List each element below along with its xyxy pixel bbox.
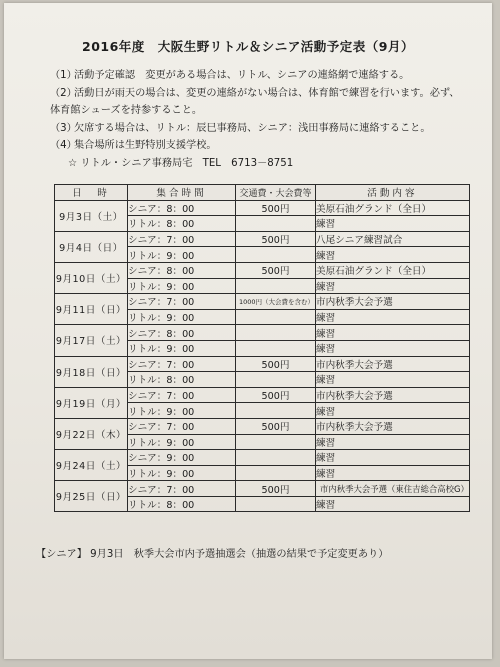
schedule-table (54, 184, 470, 512)
activity-cell: 練習 (316, 465, 470, 481)
activity-cell: 練習 (316, 450, 470, 466)
date-cell: 9月24日（土） (55, 450, 128, 481)
fee-cell (236, 216, 316, 232)
activity-cell: 市内秋季大会予選 (316, 356, 470, 372)
note-text: 活動予定確認 変更がある場合は、リトル、シニアの連絡網で連絡する。 (74, 70, 410, 81)
fee-cell: 500円 (236, 200, 316, 216)
time-cell: シニア：7：00 (128, 481, 236, 497)
time-cell: シニア：8：00 (128, 262, 236, 278)
schedule-sheet (4, 3, 492, 659)
fee-cell: 500円 (236, 418, 316, 434)
activity-cell: 市内秋季大会予選 (316, 294, 470, 310)
time-cell: リトル：8：00 (128, 216, 236, 232)
header-meeting-time: 集合時間 (128, 185, 236, 201)
table-row (55, 200, 470, 216)
date-cell: 9月11日（日） (55, 294, 128, 325)
table-row (55, 231, 470, 247)
fee-cell (236, 434, 316, 450)
activity-cell: 練習 (316, 216, 470, 232)
note-continuation: 体育館シューズを持参すること。 (50, 105, 203, 116)
notes-section (50, 67, 480, 172)
time-cell: シニア：9：00 (128, 450, 236, 466)
activity-cell: 八尾シニア練習試合 (316, 231, 470, 247)
activity-cell: 練習 (316, 278, 470, 294)
time-cell: リトル：9：00 (128, 403, 236, 419)
fee-cell (236, 465, 316, 481)
date-cell: 9月10日（土） (55, 262, 128, 293)
activity-cell: 練習 (316, 325, 470, 341)
fee-cell (236, 340, 316, 356)
fee-cell: 500円 (236, 481, 316, 497)
fee-cell (236, 325, 316, 341)
time-cell: リトル：9：00 (128, 465, 236, 481)
note-number: （2） (50, 87, 77, 99)
note-item (50, 120, 480, 138)
activity-cell: 市内秋季大会予選 (316, 387, 470, 403)
date-cell: 9月22日（木） (55, 418, 128, 449)
fee-cell: 500円 (236, 231, 316, 247)
fee-cell: 500円 (236, 387, 316, 403)
note-text: 集合場所は生野特別支援学校。 (74, 140, 217, 151)
time-cell: シニア：7：00 (128, 294, 236, 310)
time-cell: シニア：7：00 (128, 356, 236, 372)
time-cell: リトル：9：00 (128, 434, 236, 450)
date-cell: 9月19日（月） (55, 387, 128, 418)
fee-cell (236, 247, 316, 263)
office-contact: ☆ リトル・シニア事務局宅 TEL 6713－8751 (68, 157, 294, 169)
activity-cell: 練習 (316, 403, 470, 419)
fee-cell: 1000円（大会費を含む） (236, 294, 316, 310)
time-cell: シニア：8：00 (128, 200, 236, 216)
note-item (50, 137, 480, 155)
notes-list (50, 67, 480, 155)
date-cell: 9月4日（日） (55, 231, 128, 262)
fee-cell (236, 278, 316, 294)
note-number: （4） (50, 140, 77, 151)
table-row (55, 262, 470, 278)
note-number: （3） (50, 122, 77, 134)
fee-cell (236, 496, 316, 512)
date-cell: 9月18日（日） (55, 356, 128, 387)
time-cell: リトル：9：00 (128, 340, 236, 356)
table-header-row (55, 185, 470, 201)
fee-cell (236, 372, 316, 388)
document-title: 2016年度 大阪生野リトル＆シニア活動予定表（9月） (82, 39, 414, 54)
table-row (55, 450, 470, 466)
time-cell: シニア：7：00 (128, 387, 236, 403)
time-cell: シニア：7：00 (128, 418, 236, 434)
table-row (55, 418, 470, 434)
note-text: 欠席する場合は、リトル：辰巳事務局、シニア：浅田事務局に連絡すること。 (74, 122, 431, 134)
fee-cell (236, 309, 316, 325)
time-cell: リトル：9：00 (128, 309, 236, 325)
footer-note: 【シニア】 9月3日 秋季大会市内予選抽選会（抽選の結果で予定変更あり） (36, 549, 389, 560)
fee-cell (236, 450, 316, 466)
activity-cell: 練習 (316, 247, 470, 263)
activity-cell: 練習 (316, 372, 470, 388)
table-row (55, 481, 470, 497)
table-row (55, 387, 470, 403)
time-cell: リトル：9：00 (128, 247, 236, 263)
time-cell: リトル：9：00 (128, 278, 236, 294)
activity-cell: 市内秋季大会予選（東住吉総合高校G） (316, 481, 470, 497)
activity-cell: 練習 (316, 434, 470, 450)
table-row (55, 294, 470, 310)
fee-cell: 500円 (236, 356, 316, 372)
schedule-body (55, 200, 470, 512)
time-cell: リトル：8：00 (128, 372, 236, 388)
activity-cell: 練習 (316, 309, 470, 325)
header-activity: 活動内容 (316, 185, 470, 201)
activity-cell: 市内秋季大会予選 (316, 418, 470, 434)
note-item (50, 67, 480, 85)
note-number: （1） (50, 70, 77, 81)
header-fee: 交通費・大会費等 (236, 185, 316, 201)
date-cell: 9月25日（日） (55, 481, 128, 512)
time-cell: シニア：8：00 (128, 325, 236, 341)
table-row (55, 356, 470, 372)
table-row (55, 325, 470, 341)
activity-cell: 練習 (316, 340, 470, 356)
note-item (50, 85, 480, 103)
date-cell: 9月17日（土） (55, 325, 128, 356)
time-cell: シニア：7：00 (128, 231, 236, 247)
header-date: 日 時 (55, 185, 128, 201)
activity-cell: 美原石油グランド（全日） (316, 262, 470, 278)
time-cell: リトル：8：00 (128, 496, 236, 512)
note-text: 活動日が雨天の場合は、変更の連絡がない場合は、体育館で練習を行います。必ず、 (74, 87, 460, 99)
activity-cell: 美原石油グランド（全日） (316, 200, 470, 216)
fee-cell: 500円 (236, 262, 316, 278)
date-cell: 9月3日（土） (55, 200, 128, 231)
fee-cell (236, 403, 316, 419)
activity-cell: 練習 (316, 496, 470, 512)
